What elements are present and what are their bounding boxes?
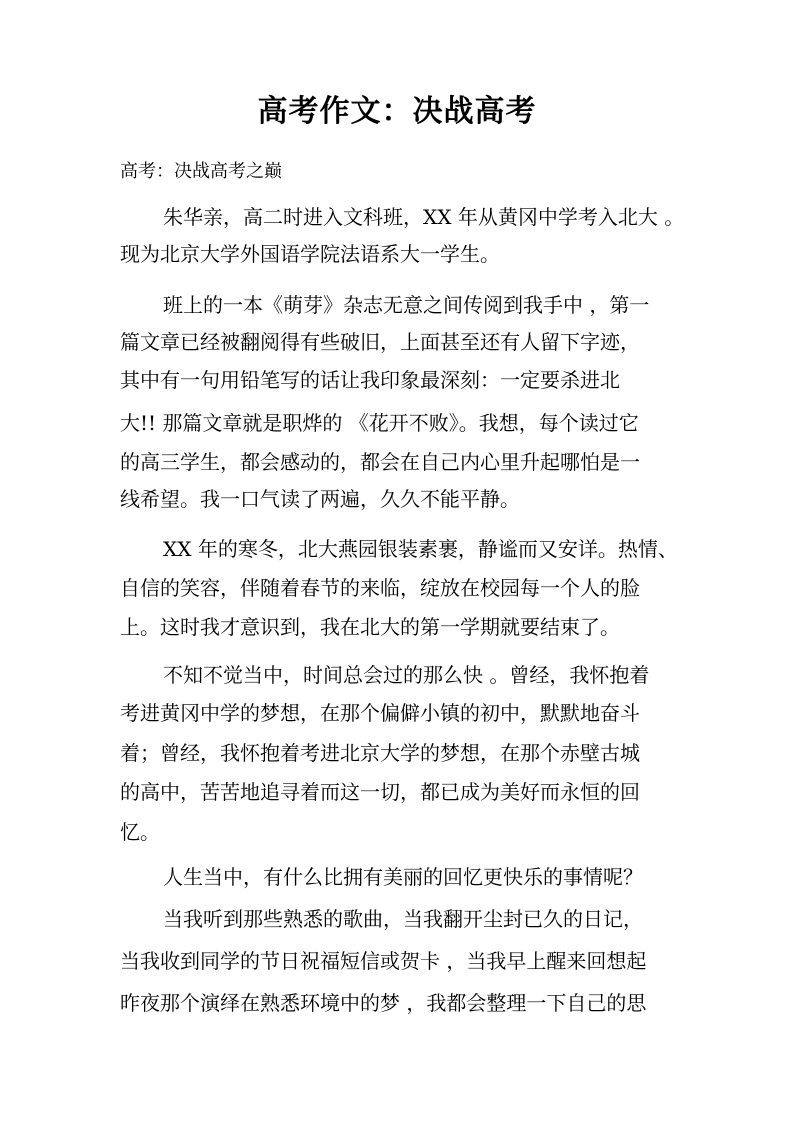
paragraph-line: 班上的一本《萌芽》杂志无意之间传阅到我手中 ，第一 [163, 293, 650, 317]
paragraph-line: 当我听到那些熟悉的歌曲，当我翻开尘封已久的日记， [163, 907, 643, 931]
paragraph-line: 篇文章已经被翻阅得有些破旧，上面甚至还有人留下字迹， [120, 330, 640, 354]
paragraph-line: 其中有一句用铅笔写的话让我印象最深刻：一定要杀进北 [120, 368, 620, 392]
paragraph-line: 人生当中，有什么比拥有美丽的回忆更快乐的事情呢？ [163, 865, 643, 889]
paragraph-line: 线希望。我一口气读了两遍，久久不能平静。 [120, 487, 520, 511]
document-title: 高考作文：决战高考 [257, 94, 537, 129]
paragraph-line: 上。这时我才意识到，我在北大的第一学期就要结束了。 [120, 615, 620, 639]
paragraph-line: 大!! 那篇文章就是职烨的 《花开不败》。我想，每个读过它 [120, 411, 639, 435]
paragraph-line: 现为北京大学外国语学院法语系大一学生。 [120, 242, 500, 266]
document-subtitle: 高考：决战高考之巅 [120, 161, 282, 182]
paragraph-line: XX 年的寒冬，北大燕园银装素裹，静谧而又安详。热情、 [163, 537, 678, 561]
paragraph-line: 当我收到同学的节日祝福短信或贺卡 ，当我早上醒来回想起 [120, 949, 647, 973]
paragraph-line: 的高三学生，都会感动的，都会在自己内心里升起哪怕是一 [120, 450, 640, 474]
paragraph-line: 昨夜那个演绎在熟悉环境中的梦 ，我都会整理一下自己的思 [120, 991, 647, 1015]
paragraph-line: 不知不觉当中，时间总会过的那么快 。曾经，我怀抱着 [163, 663, 650, 687]
paragraph-line: 考进黄冈中学的梦想，在那个偏僻小镇的初中，默默地奋斗 [120, 701, 640, 725]
paragraph-line: 忆。 [120, 820, 160, 844]
paragraph-line: 着；曾经，我怀抱着考进北京大学的梦想，在那个赤壁古城 [120, 741, 640, 765]
paragraph-line: 朱华亲，高二时进入文科班，XX 年从黄冈中学考入北大 。 [163, 205, 685, 229]
paragraph-line: 的高中，苦苦地追寻着而这一切，都已成为美好而永恒的回 [120, 780, 640, 804]
paragraph-line: 自信的笑容，伴随着春节的来临，绽放在校园每一个人的脸 [120, 576, 640, 600]
